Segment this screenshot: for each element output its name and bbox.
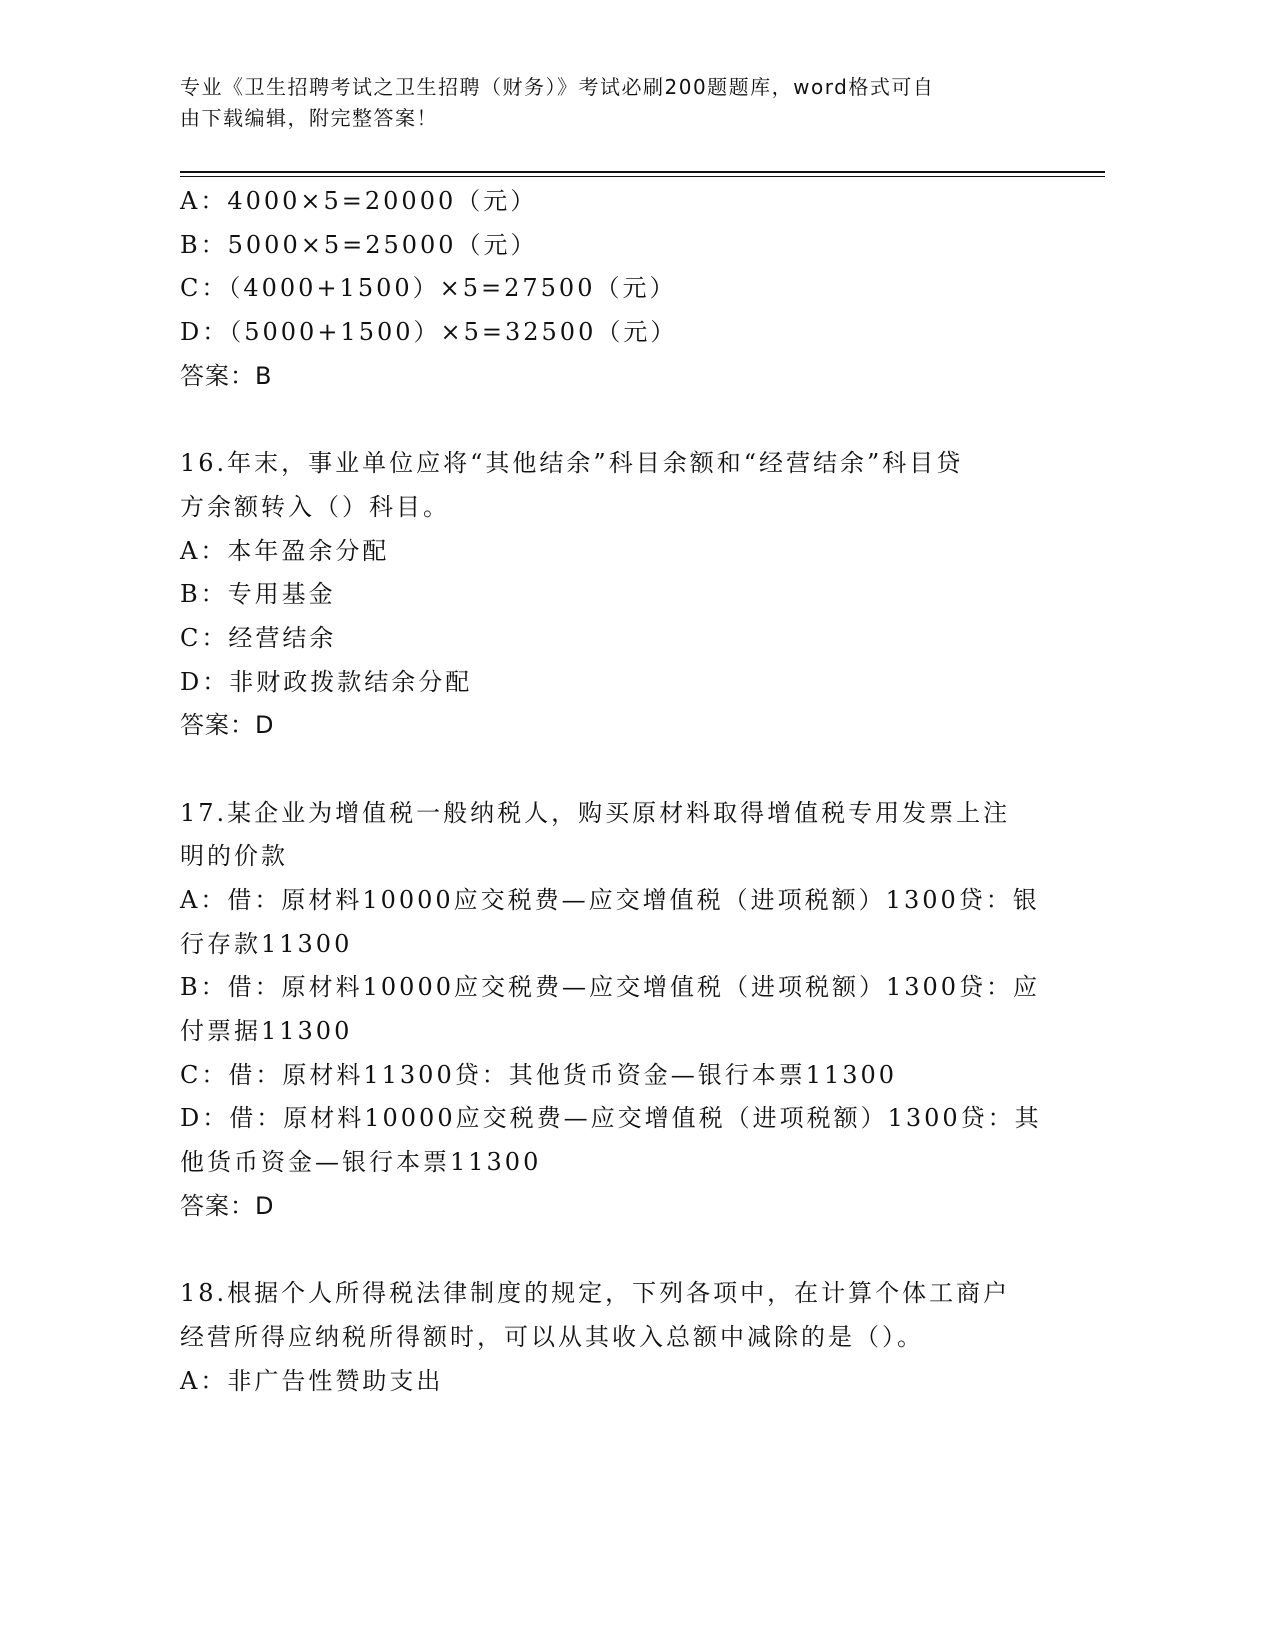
document-header bbox=[180, 72, 1040, 134]
option-a: A：本年盈余分配 bbox=[180, 536, 390, 565]
option-a: A：非广告性赞助支出 bbox=[180, 1366, 444, 1395]
question-stem: 16.年末，事业单位应将“其他结余”科目余额和“经营结余”科目贷 bbox=[180, 449, 964, 478]
question-stem: 17.某企业为增值税一般纳税人，购买原材料取得增值税专用发票上注 bbox=[180, 798, 1011, 827]
document-body bbox=[180, 180, 1080, 1403]
answer: 答案：D bbox=[180, 711, 275, 740]
header-line: 专业《卫生招聘考试之卫生招聘（财务）》考试必刷200题题库，word格式可自 bbox=[180, 75, 935, 99]
option-d: D：非财政拨款结余分配 bbox=[180, 667, 473, 696]
header-rule-thin bbox=[180, 176, 1105, 177]
question-stem: 18.根据个人所得税法律制度的规定，下列各项中，在计算个体工商户 bbox=[180, 1279, 1011, 1308]
question-stem: 明的价款 bbox=[180, 842, 288, 871]
option-a: A：4000×5=20000（元） bbox=[180, 187, 538, 215]
option-c: C：借：原材料11300贷：其他货币资金—银行本票11300 bbox=[180, 1060, 898, 1089]
option-b: B：专用基金 bbox=[180, 580, 336, 609]
answer: 答案：D bbox=[180, 1191, 275, 1220]
question-stem: 经营所得应纳税所得额时，可以从其收入总额中减除的是（）。 bbox=[180, 1322, 924, 1351]
question-15 bbox=[180, 180, 1080, 398]
option-d: D：借：原材料10000应交税费—应交增值税（进项税额）1300贷：其 bbox=[180, 1104, 1042, 1133]
option-b-cont: 付票据11300 bbox=[180, 1017, 353, 1046]
option-c: C：（4000+1500）×5=27500（元） bbox=[180, 274, 677, 303]
option-d-cont: 他货币资金—银行本票11300 bbox=[180, 1148, 542, 1177]
header-line: 由下载编辑，附完整答案！ bbox=[180, 106, 438, 130]
question-16 bbox=[180, 442, 1080, 748]
question-17 bbox=[180, 792, 1080, 1229]
option-a-cont: 行存款11300 bbox=[180, 929, 353, 958]
option-a: A：借：原材料10000应交税费—应交增值税（进项税额）1300贷：银 bbox=[180, 886, 1040, 914]
question-18 bbox=[180, 1272, 1080, 1403]
question-stem: 方余额转入（）科目。 bbox=[180, 492, 450, 521]
option-d: D：（5000+1500）×5=32500（元） bbox=[180, 318, 678, 347]
header-rule bbox=[180, 171, 1105, 173]
answer: 答案：B bbox=[180, 361, 273, 390]
option-c: C：经营结余 bbox=[180, 623, 337, 652]
option-b: B：借：原材料10000应交税费—应交增值税（进项税额）1300贷：应 bbox=[180, 973, 1041, 1002]
option-b: B：5000×5=25000（元） bbox=[180, 230, 538, 259]
